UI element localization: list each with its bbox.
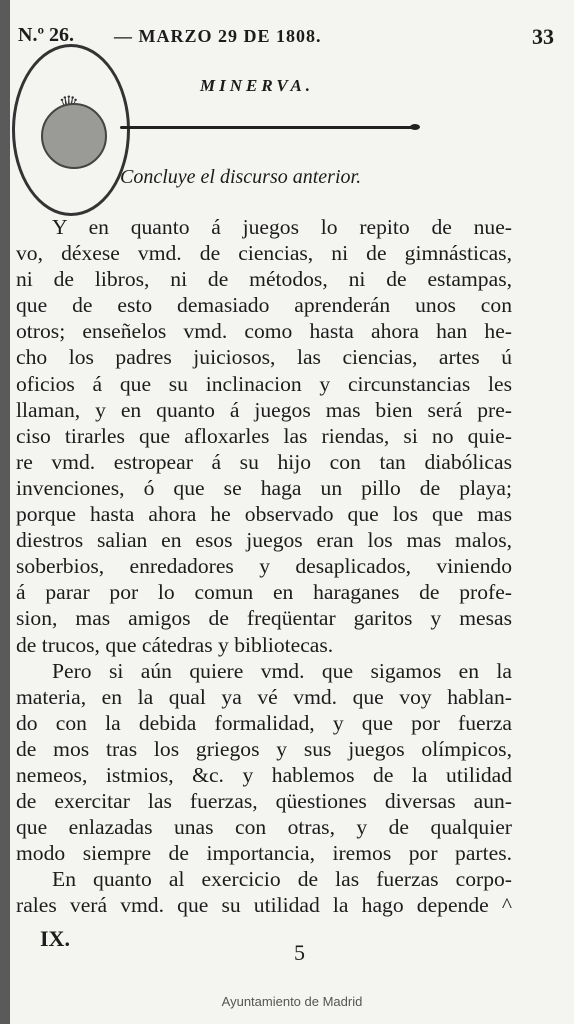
signature-mark: IX. [40, 926, 70, 951]
text-line: ni de libros, ni de métodos, ni de estampas, [16, 267, 512, 292]
issue-number: N.º 26. [18, 24, 75, 46]
text-line: rales verá vmd. que su utilidad la hago depende ^ [16, 893, 512, 918]
newspaper-page [10, 0, 574, 1024]
source-credit: Ayuntamiento de Madrid [221, 994, 363, 1009]
text-line: modo siempre de importancia, iremos por partes. [16, 841, 512, 866]
title-rule [120, 126, 414, 129]
signature-number: 5 [294, 940, 305, 965]
text-line: nemeos, istmios, &c. y hablemos de la utilidad [16, 762, 512, 787]
text-line: re vmd. estropear á su hijo con tan diabólicas [16, 449, 512, 474]
article-subtitle: Concluye el discurso anterior. [120, 166, 362, 188]
text-line: invenciones, ó que se haga un pillo de playa; [16, 475, 512, 500]
text-line: soberbios, enredadores y desaplicados, viniendo [16, 554, 512, 579]
library-stamp [12, 44, 130, 216]
article-body [16, 214, 512, 919]
text-line: ciso tirarles que afloxarles las riendas, si no quie- [16, 423, 512, 448]
text-line: Y en quanto á juegos lo repito de nue- [52, 215, 512, 239]
page-header [18, 24, 554, 54]
text-line: diestros salian en esos juegos eran los mas malos, [16, 528, 512, 553]
text-line: de mos tras los griegos y sus juegos olímpicos, [16, 736, 512, 761]
text-line: que enlazadas unas con otras, y de qualquier [16, 815, 512, 840]
text-line: oficios á que su inclinacion y circunstancias les [16, 371, 512, 396]
page-number: 33 [532, 24, 554, 49]
text-line: Pero si aún quiere vmd. que sigamos en la [52, 658, 512, 683]
text-line: materia, en la qual ya vé vmd. que voy hablan- [16, 684, 512, 709]
issue-date: — MARZO 29 DE 1808. [114, 26, 322, 46]
text-line: llaman, y en quanto á juegos mas bien será pre- [16, 397, 512, 422]
text-line: sion, mas amigos de freqüentar garitos y mesas [16, 606, 512, 631]
text-line: En quanto al exercicio de las fuerzas corpo- [52, 867, 512, 892]
text-line: de trucos, que cátedras y bibliotecas. [16, 632, 334, 657]
coat-of-arms-icon [41, 103, 107, 169]
text-line: porque hasta ahora he observado que los que mas [16, 502, 512, 527]
text-line: otros; enseñelos vmd. como hasta ahora han he- [16, 319, 512, 344]
text-line: á parar por lo comun en haraganes de profe- [16, 580, 512, 605]
text-line: que de esto demasiado aprenderán unos con [16, 293, 512, 318]
publication-title: MINERVA. [200, 76, 315, 95]
text-line: vo, déxese vmd. de ciencias, ni de gimnásticas, [16, 241, 512, 266]
text-line: de exercitar las fuerzas, qüestiones diversas aun- [16, 789, 512, 814]
text-line: cho los padres juiciosos, las ciencias, artes ú [16, 345, 512, 370]
text-line: do con la debida formalidad, y que por fuerza [16, 710, 512, 735]
